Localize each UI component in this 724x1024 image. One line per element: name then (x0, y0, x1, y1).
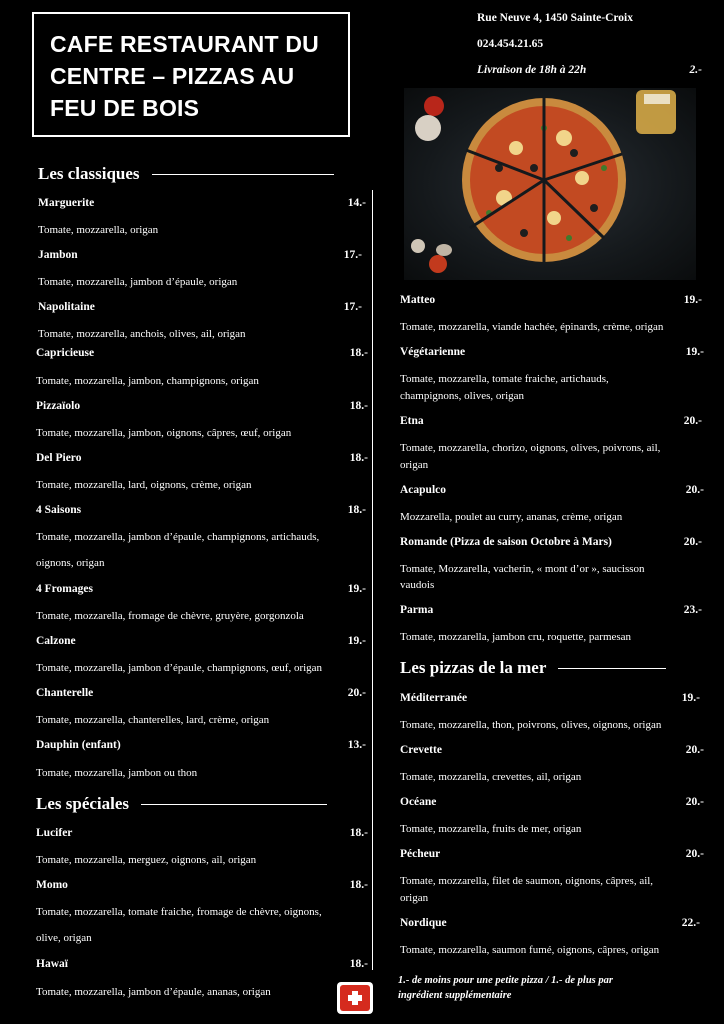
item-name-matteo: Matteo (400, 294, 436, 306)
item-price-hawai: 18.- (349, 958, 368, 970)
section-heading-mer (400, 658, 666, 678)
item-price-crevette: 20.- (685, 744, 704, 756)
item-name-del-piero: Del Piero (36, 452, 82, 464)
item-desc-capricieuse: Tomate, mozzarella, jambon, champignons, origan (36, 375, 259, 387)
item-desc-pecheur: Tomate, mozzarella, filet de saumon, oignons, câpres, ail, (400, 875, 654, 887)
item-name-pizzaiolo: Pizzaïolo (36, 400, 81, 412)
item-price-pecheur: 20.- (685, 848, 704, 860)
item-desc-pizzaiolo: Tomate, mozzarella, jambon, oignons, câpres, œuf, origan (36, 427, 292, 439)
item-desc-4-saisons-cont: oignons, origan (36, 557, 105, 569)
item-desc-calzone: Tomate, mozzarella, jambon d’épaule, champignons, œuf, origan (36, 662, 323, 674)
section-rule (152, 174, 334, 175)
item-price-romande: 20.- (683, 536, 702, 548)
item-price-matteo: 19.- (683, 294, 702, 306)
item-name-capricieuse: Capricieuse (36, 347, 95, 359)
item-name-jambon: Jambon (38, 249, 78, 261)
item-name-chanterelle: Chanterelle (36, 687, 94, 699)
item-desc-chanterelle: Tomate, mozzarella, chanterelles, lard, crème, origan (36, 714, 270, 726)
item-name-romande: Romande (Pizza de saison Octobre à Mars) (400, 536, 612, 548)
pizza-photo (404, 88, 696, 280)
item-name-nordique: Nordique (400, 917, 447, 929)
address: Rue Neuve 4, 1450 Sainte-Croix (477, 12, 633, 24)
garlic-decoration (415, 115, 441, 141)
section-title-classiques: Les classiques (38, 164, 140, 183)
item-name-hawai: Hawaï (36, 958, 68, 970)
section-heading-classiques (38, 164, 334, 184)
title-line-2: CENTRE – PIZZAS AU (50, 63, 295, 89)
item-desc-marguerite: Tomate, mozzarella, origan (38, 224, 159, 236)
item-price-mediterranee: 19.- (681, 692, 700, 704)
section-rule (558, 668, 666, 669)
swiss-cross-horizontal (348, 995, 362, 1001)
item-name-dauphin: Dauphin (enfant) (36, 739, 121, 751)
tomato-decoration-2 (429, 255, 447, 273)
item-desc-parma: Tomate, mozzarella, jambon cru, roquette, parmesan (400, 631, 632, 643)
item-name-etna: Etna (400, 415, 424, 427)
item-price-vegetarienne: 19.- (685, 346, 704, 358)
item-desc-romande: Tomate, Mozzarella, vacherin, « mont d’or », saucisson (400, 563, 645, 575)
item-name-mediterranee: Méditerranée (400, 692, 468, 704)
item-desc-etna: Tomate, mozzarella, chorizo, oignons, olives, poivrons, ail, (400, 442, 661, 454)
item-name-vegetarienne: Végétarienne (400, 346, 466, 358)
beer-foam (644, 94, 670, 104)
delivery-hours: Livraison de 18h à 22h (477, 64, 587, 76)
title-line-1: CAFE RESTAURANT DU (50, 31, 319, 57)
item-desc-4-saisons: Tomate, mozzarella, jambon d’épaule, champignons, artichauds, (36, 531, 320, 543)
item-desc-dauphin: Tomate, mozzarella, jambon ou thon (36, 767, 198, 779)
item-price-oceane: 20.- (685, 796, 704, 808)
item-desc-momo-cont: olive, origan (36, 932, 92, 944)
item-price-capricieuse: 18.- (349, 347, 368, 359)
item-name-4-saisons: 4 Saisons (36, 504, 82, 516)
item-name-napolitaine: Napolitaine (38, 301, 95, 313)
item-desc-etna-cont: origan (400, 459, 429, 471)
swiss-flag-field (340, 985, 370, 1011)
item-name-momo: Momo (36, 879, 68, 891)
item-desc-mediterranee: Tomate, mozzarella, thon, poivrons, olives, oignons, origan (400, 719, 662, 731)
item-price-acapulco: 20.- (685, 484, 704, 496)
footnote-line-2: ingrédient supplémentaire (398, 990, 512, 1001)
item-desc-hawai: Tomate, mozzarella, jambon d’épaule, ananas, origan (36, 986, 271, 998)
column-divider (372, 190, 373, 970)
item-desc-jambon: Tomate, mozzarella, jambon d’épaule, origan (38, 276, 238, 288)
item-price-nordique: 22.- (681, 917, 700, 929)
item-desc-romande-cont: vaudois (400, 579, 435, 591)
item-price-4-saisons: 18.- (347, 504, 366, 516)
item-name-marguerite: Marguerite (38, 197, 95, 209)
item-name-pecheur: Pécheur (400, 848, 441, 860)
item-desc-pecheur-cont: origan (400, 892, 429, 904)
item-price-lucifer: 18.- (349, 827, 368, 839)
pizza-illustration (404, 88, 696, 280)
item-desc-oceane: Tomate, mozzarella, fruits de mer, origan (400, 823, 582, 835)
footnote-line-1: 1.- de moins pour une petite pizza / 1.- de plus par (398, 975, 613, 986)
item-desc-4-fromages: Tomate, mozzarella, fromage de chèvre, gruyère, gorgonzola (36, 610, 304, 622)
item-price-napolitaine: 17.- (343, 301, 362, 313)
item-desc-lucifer: Tomate, mozzarella, merguez, oignons, ail, origan (36, 854, 257, 866)
item-price-momo: 18.- (349, 879, 368, 891)
item-price-pizzaiolo: 18.- (349, 400, 368, 412)
item-name-oceane: Océane (400, 796, 437, 808)
item-desc-vegetarienne-cont: champignons, olives, origan (400, 390, 525, 402)
item-desc-del-piero: Tomate, mozzarella, lard, oignons, crème, origan (36, 479, 252, 491)
item-desc-nordique: Tomate, mozzarella, saumon fumé, oignons, câpres, origan (400, 944, 660, 956)
tomato-decoration (424, 96, 444, 116)
section-rule (141, 804, 327, 805)
item-price-marguerite: 14.- (347, 197, 366, 209)
footnote (398, 973, 613, 1003)
item-desc-momo: Tomate, mozzarella, tomate fraiche, fromage de chèvre, oignons, (36, 906, 322, 918)
item-price-etna: 20.- (683, 415, 702, 427)
restaurant-title (50, 28, 334, 124)
mushroom-decoration-2 (436, 244, 452, 256)
item-price-4-fromages: 19.- (347, 583, 366, 595)
item-name-calzone: Calzone (36, 635, 76, 647)
section-heading-speciales (36, 794, 327, 814)
item-name-acapulco: Acapulco (400, 484, 446, 496)
item-price-dauphin: 13.- (347, 739, 366, 751)
item-price-jambon: 17.- (343, 249, 362, 261)
section-title-speciales: Les spéciales (36, 794, 130, 813)
title-line-3: FEU DE BOIS (50, 95, 200, 121)
swiss-flag-icon (337, 982, 373, 1014)
delivery-price: 2.- (689, 64, 702, 76)
item-name-crevette: Crevette (400, 744, 442, 756)
item-price-parma: 23.- (683, 604, 702, 616)
item-desc-acapulco: Mozzarella, poulet au curry, ananas, crème, origan (400, 511, 623, 523)
mushroom-decoration (411, 239, 425, 253)
item-price-chanterelle: 20.- (347, 687, 366, 699)
section-title-mer: Les pizzas de la mer (400, 658, 547, 677)
item-desc-crevette: Tomate, mozzarella, crevettes, ail, origan (400, 771, 582, 783)
item-desc-napolitaine: Tomate, mozzarella, anchois, olives, ail, origan (38, 328, 246, 340)
pizza (462, 98, 626, 262)
item-name-4-fromages: 4 Fromages (36, 583, 93, 595)
item-price-del-piero: 18.- (349, 452, 368, 464)
phone-number: 024.454.21.65 (477, 38, 544, 50)
item-desc-matteo: Tomate, mozzarella, viande hachée, épinards, crème, origan (400, 321, 664, 333)
item-name-parma: Parma (400, 604, 434, 616)
item-name-lucifer: Lucifer (36, 827, 73, 839)
item-desc-vegetarienne: Tomate, mozzarella, tomate fraiche, artichauds, (400, 373, 609, 385)
restaurant-title-box (32, 12, 350, 137)
item-price-calzone: 19.- (347, 635, 366, 647)
